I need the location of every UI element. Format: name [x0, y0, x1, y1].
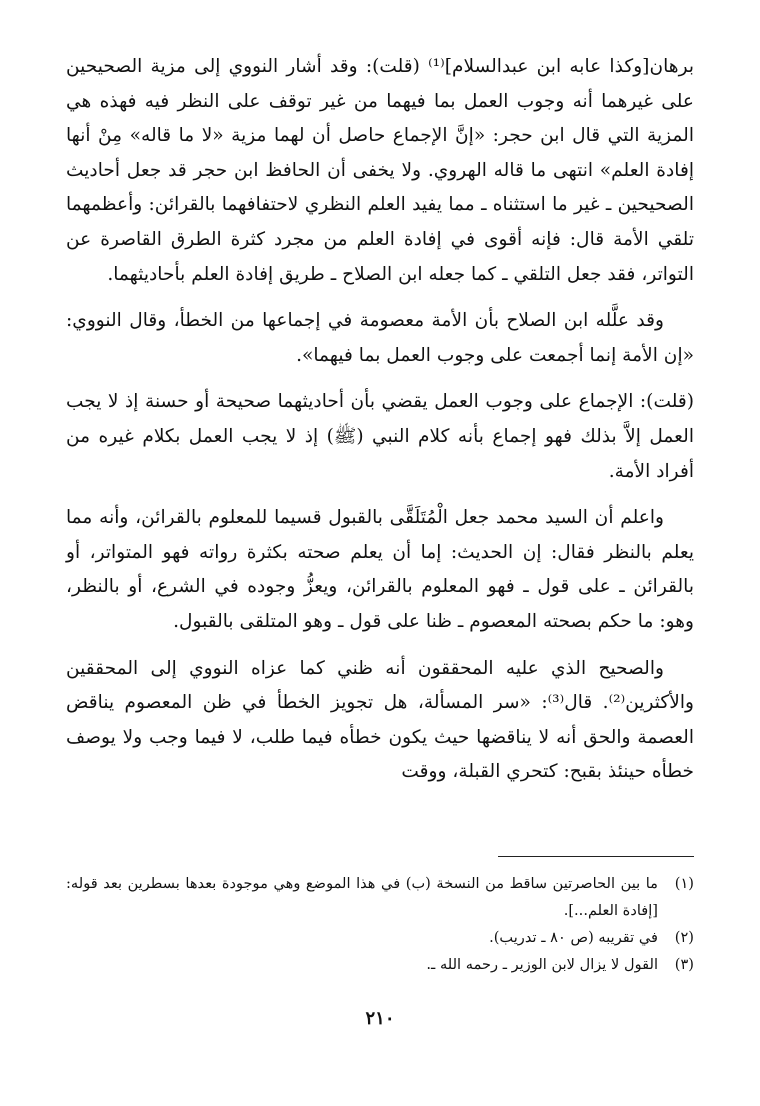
paragraph-4: واعلم أن السيد محمد جعل الْمُتَلَقَّى بالقبول قسيما للمعلوم بالقرائن، وأنه مما يعلم بالنظر فقال: إن الحديث: إما أن يعلم صحته بكثرة رواته فهو المتواتر، أو بالقرائن ـ على قول ـ فهو المعلوم بالقرائن، ويعزُّ وجوده في الشرع، أو بالنظر، وهو: ما حكم بصحته المعصوم ـ ظنا على قول ـ وهو المتلقى بالقبول.	[66, 507, 694, 632]
footnote-3	[66, 951, 694, 978]
footnote-divider	[498, 856, 694, 857]
footnote-1	[66, 870, 694, 924]
footnote-text: القول لا يزال لابن الوزير ـ رحمه الله ـ.	[426, 956, 658, 973]
footnote-number: (٢)	[674, 929, 694, 946]
footnotes	[66, 870, 694, 978]
footnote-text: في تقريبه (ص ٨٠ ـ تدريب).	[489, 929, 658, 946]
body-text	[66, 50, 694, 790]
footnote-number: (٣)	[674, 956, 694, 973]
paragraph-3: (قلت): الإجماع على وجوب العمل يقضي بأن أحاديثهما صحيحة أو حسنة إذ لا يجب العمل إلاَّ بذلك فهو إجماع بأنه كلام النبي (ﷺ) إذ لا يجب العمل بكلام غيره من أفراد الأمة.	[66, 391, 694, 482]
paragraph-2: وقد علَّله ابن الصلاح بأن الأمة معصومة في إجماعها من الخطأ، وقال النووي: «إن الأمة إنما أجمعت على وجوب العمل بما فيهما».	[66, 310, 694, 366]
page-number: ٢١٠	[365, 1008, 395, 1029]
paragraph-5: والصحيح الذي عليه المحققون أنه ظني كما عزاه النووي إلى المحققين والأكثرين⁽²⁾. قال⁽³⁾: «سر المسألة، هل تجويز الخطأ في ظن المعصوم يناقض العصمة والحق أنه لا يناقضها حيث يكون خطأه فيما طلب، لا فيما وجب ولا يوصف خطأه حينئذ بقبح: كتحري القبلة، ووقت	[66, 657, 694, 783]
footnote-2	[66, 924, 694, 951]
footnote-number: (١)	[674, 875, 694, 892]
paragraph-1: برهان[وكذا عابه ابن عبدالسلام]⁽¹⁾ (قلت): وقد أشار النووي إلى مزية الصحيحين على غيرهما أنه وجوب العمل بما فيهما من غير توقف على النظر فيه فهذه هي المزية التي قال ابن حجر: «إنَّ الإجماع حاصل أن لهما مزية «لا ما قاله» مِنْ أنها إفادة العلم» انتهى ما قاله الهروي. ولا يخفى أن الحافظ ابن حجر قد جعل أحاديث الصحيحين ـ غير ما استثناه ـ مما يفيد العلم النظري لاحتفافهما بالقرائن: وأعظمهما تلقي الأمة قال: فإنه أقوى في إفادة العلم من مجرد كثرة الطرق القاصرة عن التواتر، فقد جعل التلقي ـ كما جعله ابن الصلاح ـ طريق إفادة العلم بأحاديثهما.	[66, 56, 694, 285]
footnote-text: ما بين الحاصرتين ساقط من النسخة (ب) في هذا الموضع وهي موجودة بعدها بسطرين بعد قوله: [إفادة العلم...].	[66, 875, 658, 919]
